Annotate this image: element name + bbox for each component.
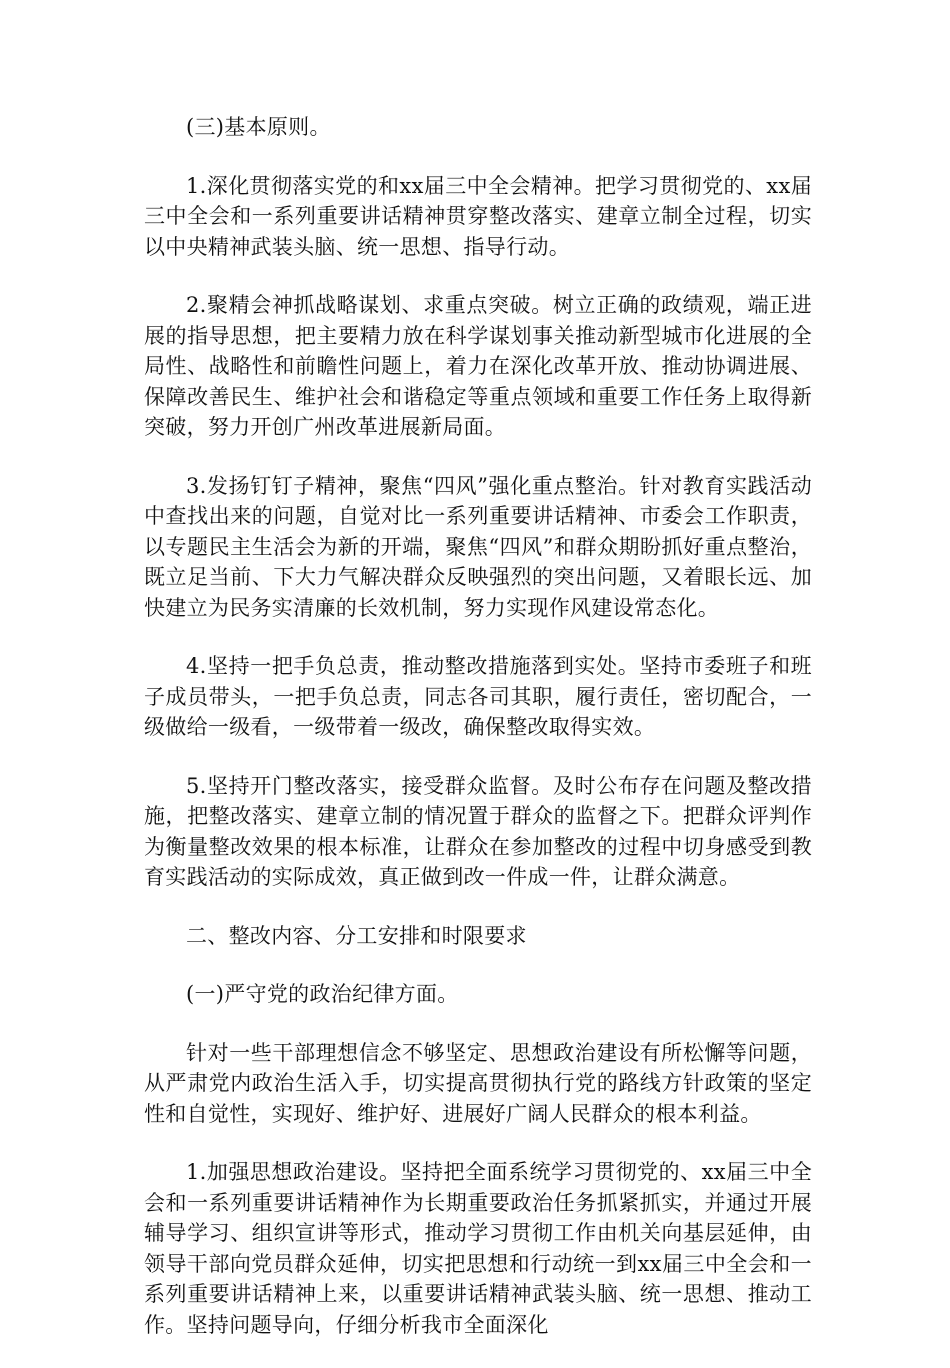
section-heading-basic-principles: (三)基本原则。 <box>186 115 331 139</box>
subsection-heading-political-discipline: (一)严守党的政治纪律方面。 <box>186 982 459 1006</box>
section-heading-rectification: 二、整改内容、分工安排和时限要求 <box>186 923 527 948</box>
paragraph-principle-4: 4.坚持一把手负总责，推动整改措施落到实处。坚持市委班子和班子成员带头，一把手负总责，同志各司其职，履行责任，密切配合，一级做给一级看，一级带着一级改，确保整改取得实效。 <box>144 654 812 739</box>
paragraph-principle-5: 5.坚持开门整改落实，接受群众监督。及时公布存在问题及整改措施，把整改落实、建章立制的情况置于群众的监督之下。把群众评判作为衡量整改效果的根本标准，让群众在参加整改的过程中切身感受到教育实践活动的实际成效，真正做到改一件成一件，让群众满意。 <box>144 773 812 889</box>
document-body <box>144 112 812 1368</box>
paragraph-principle-2: 2.聚精会神抓战略谋划、求重点突破。树立正确的政绩观，端正进展的指导思想，把主要精力放在科学谋划事关推动新型城市化进展的全局性、战略性和前瞻性问题上，着力在深化改革开放、推动协调进展、保障改善民生、维护社会和谐稳定等重点领域和重要工作任务上取得新突破，努力开创广州改革进展新局面。 <box>144 293 812 439</box>
paragraph-principle-1: 1.深化贯彻落实党的和xx届三中全会精神。把学习贯彻党的、xx届三中全会和一系列重要讲话精神贯穿整改落实、建章立制全过程，切实以中央精神武装头脑、统一思想、指导行动。 <box>144 173 812 259</box>
paragraph-item-1: 1.加强思想政治建设。坚持把全面系统学习贯彻党的、xx届三中全会和一系列重要讲话精神作为长期重要政治任务抓紧抓实，并通过开展辅导学习、组织宣讲等形式，推动学习贯彻工作由机关向基层延伸，由领导干部向党员群众延伸，切实把思想和行动统一到xx届三中全会和一系列重要讲话精神上来，以重要讲话精神武装头脑、统一思想、推动工作。坚持问题导向，仔细分析我市全面深化 <box>144 1160 812 1337</box>
paragraph-principle-3: 3.发扬钉钉子精神，聚焦“四风”强化重点整治。针对教育实践活动中查找出来的问题，自觉对比一系列重要讲话精神、市委会工作职责，以专题民主生活会为新的开端，聚焦“四风”和群众期盼抓好重点整治，既立足当前、下大力气解决群众反映强烈的突出问题，又着眼长远、加快建立为民务实清廉的长效机制，努力实现作风建设常态化。 <box>144 473 812 620</box>
paragraph-intro: 针对一些干部理想信念不够坚定、思想政治建设有所松懈等问题，从严肃党内政治生活入手，切实提高贯彻执行党的路线方针政策的坚定性和自觉性，实现好、维护好、进展好广阔人民群众的根本利益。 <box>144 1040 812 1126</box>
